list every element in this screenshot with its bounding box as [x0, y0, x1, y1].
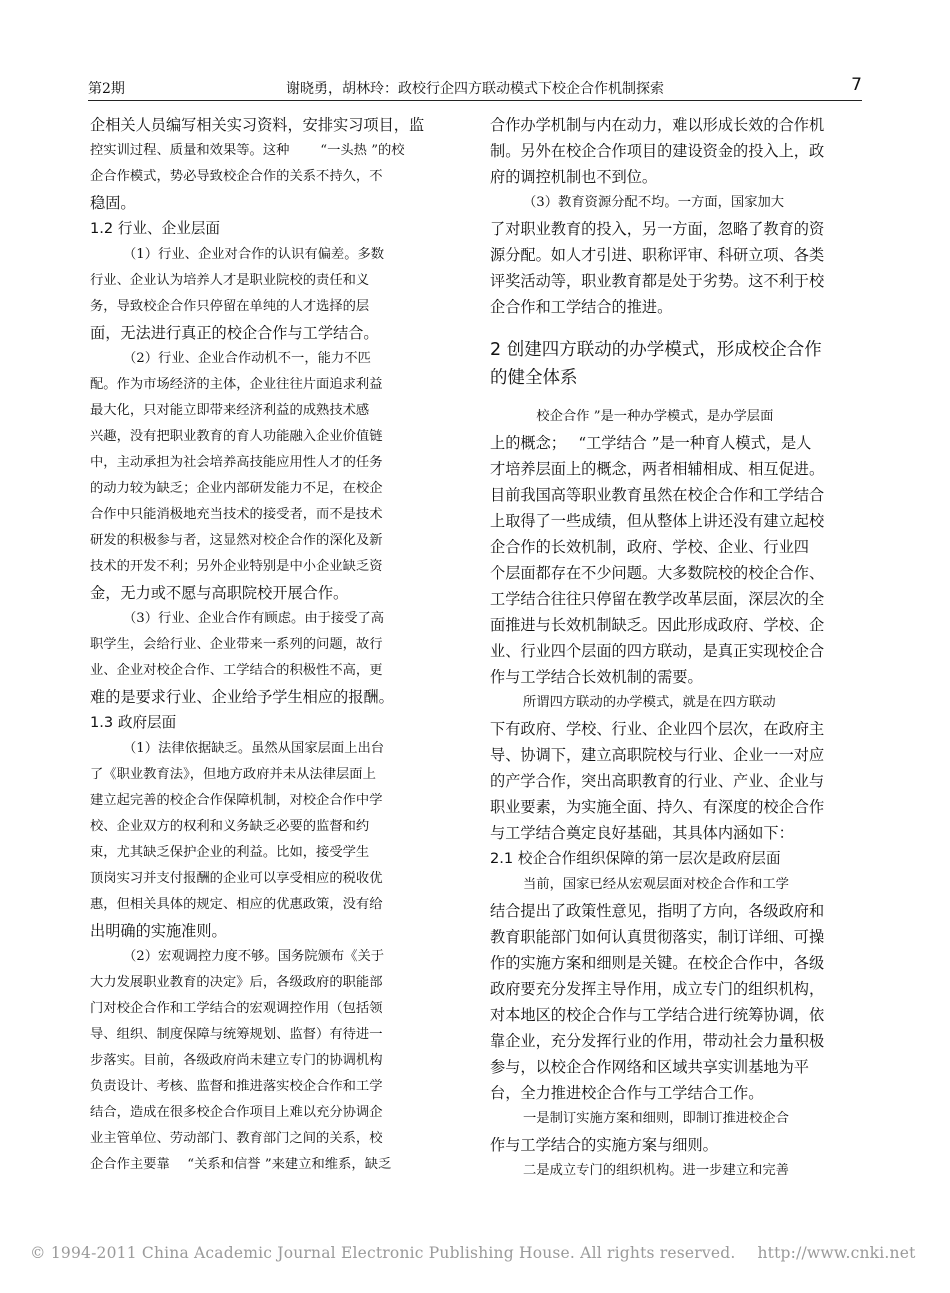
subsection-heading: 2.1 校企合作组织保障的第一层次是政府层面	[490, 850, 781, 867]
text-line: 建立起完善的校企合作保障机制，对校企合作中学	[90, 793, 383, 808]
text-line: 上的概念； “工学结合 ”是一种育人模式，是人	[490, 434, 812, 452]
text-line: 工学结合往往只停留在教学改革层面，深层次的全	[490, 590, 825, 608]
subsection-heading: 1.3 政府层面	[90, 714, 177, 731]
text-line: （1）行业、企业对合作的认识有偏差。多数	[123, 247, 385, 262]
text-line: 务，导致校企合作只停留在单纯的人才选择的层	[90, 299, 370, 314]
text-line: 稳固。	[90, 194, 136, 212]
text-line: 二是成立专门的组织机构。进一步建立和完善	[523, 1163, 789, 1178]
text-line: 校、企业双方的权利和义务缺乏必要的监督和约	[90, 819, 370, 834]
cnki-url: http://www.cnki.net	[757, 1244, 916, 1262]
text-line: 府的调控机制也不到位。	[490, 168, 658, 186]
text-line: （2）宏观调控力度不够。国务院颁布《关于	[123, 949, 385, 964]
text-line: 企相关人员编写相关实习资料，安排实习项目，监	[90, 116, 425, 134]
section-heading-line: 2 创建四方联动的办学模式，形成校企合作	[490, 340, 822, 360]
section-heading-line: 的健全体系	[490, 368, 578, 388]
text-line: 校企合作 ”是一种办学模式，是办学层面	[523, 409, 774, 424]
text-line: 下有政府、学校、行业、企业四个层次，在政府主	[490, 720, 825, 738]
text-line: 作与工学结合长效机制的需要。	[490, 668, 703, 686]
text-line: 合作中只能消极地充当技术的接受者，而不是技术	[90, 507, 383, 522]
text-line: 技术的开发不利；另外企业特别是中小企业缺乏资	[90, 559, 383, 574]
text-line: 企合作的长效机制，政府、学校、企业、行业四	[490, 538, 809, 556]
text-line: 难的是要求行业、企业给予学生相应的报酬。	[90, 688, 394, 706]
right-text-column	[490, 112, 845, 1184]
text-line: 兴趣，没有把职业教育的育人功能融入企业价值链	[90, 429, 383, 444]
text-line: 业、行业四个层面的四方联动，是真正实现校企合	[490, 642, 825, 660]
issue-number: 第2期	[88, 81, 125, 97]
text-line: 惠，但相关具体的规定、相应的优惠政策，没有给	[90, 897, 383, 912]
text-line: 作的实施方案和细则是关键。在校企合作中，各级	[490, 954, 825, 972]
copyright-footer	[30, 1244, 920, 1266]
text-line: 束，尤其缺乏保护企业的利益。比如，接受学生	[90, 845, 370, 860]
text-line: 所谓四方联动的办学模式，就是在四方联动	[523, 695, 776, 710]
text-line: 靠企业，充分发挥行业的作用，带动社会力量积极	[490, 1032, 825, 1050]
text-line: 合作办学机制与内在动力，难以形成长效的合作机	[490, 116, 825, 134]
spacer	[490, 392, 845, 404]
text-line: 上取得了一些成绩，但从整体上讲还没有建立起校	[490, 512, 825, 530]
text-line: 步落实。目前，各级政府尚未建立专门的协调机构	[90, 1053, 383, 1068]
text-line: 结合提出了政策性意见，指明了方向，各级政府和	[490, 902, 825, 920]
text-line: 与工学结合奠定良好基础，其具体内涵如下：	[490, 824, 794, 842]
text-line: 了《职业教育法》，但地方政府并未从法律层面上	[90, 767, 376, 782]
running-title: 谢晓勇，胡林玲：政校行企四方联动模式下校企合作机制探索	[286, 81, 664, 97]
text-line: 业、企业对校企合作、工学结合的积极性不高，更	[90, 663, 383, 678]
text-line: 企合作主要靠 “关系和信誉 ”来建立和维系，缺乏	[90, 1157, 392, 1172]
text-line: 中，主动承担为社会培养高技能应用性人才的任务	[90, 455, 383, 470]
text-line: 结合，造成在很多校企合作项目上难以充分协调企	[90, 1105, 383, 1120]
text-line: 的产学合作，突出高职教育的行业、产业、企业与	[490, 772, 825, 790]
text-line: 作与工学结合的实施方案与细则。	[490, 1136, 718, 1154]
text-line: 参与，以校企合作网络和区域共享实训基地为平	[490, 1058, 809, 1076]
text-line: 一是制订实施方案和细则，即制订推进校企合	[523, 1111, 789, 1126]
text-line: 控实训过程、质量和效果等。这种 “一头热 ”的校	[90, 143, 405, 158]
text-line: 最大化，只对能立即带来经济利益的成熟技术感	[90, 403, 370, 418]
text-line: 负责设计、考核、监督和推进落实校企合作和工学	[90, 1079, 383, 1094]
text-line: 配。作为市场经济的主体，企业往往片面追求利益	[90, 377, 383, 392]
text-line: 职学生，会给行业、企业带来一系列的问题，故行	[90, 637, 383, 652]
text-line: 门对校企合作和工学结合的宏观调控作用（包括领	[90, 1001, 383, 1016]
text-line: 的动力较为缺乏；企业内部研发能力不足，在校企	[90, 481, 383, 496]
text-line: （1）法律依据缺乏。虽然从国家层面上出台	[123, 741, 385, 756]
text-line: 个层面都存在不少问题。大多数院校的校企合作、	[490, 564, 825, 582]
text-line: 评奖活动等，职业教育都是处于劣势。这不利于校	[490, 272, 825, 290]
text-line: 企合作和工学结合的推进。	[490, 298, 673, 316]
text-line: 目前我国高等职业教育虽然在校企合作和工学结合	[490, 486, 825, 504]
text-line: 当前，国家已经从宏观层面对校企合作和工学	[523, 877, 789, 892]
text-line: 面，无法进行真正的校企合作与工学结合。	[90, 324, 379, 342]
page-number: 7	[851, 75, 862, 95]
text-line: （2）行业、企业合作动机不一，能力不匹	[123, 351, 371, 366]
text-line: 研发的积极参与者，这显然对校企合作的深化及新	[90, 533, 383, 548]
text-line: 业主管单位、劳动部门、教育部门之间的关系，校	[90, 1131, 383, 1146]
text-line: 导、组织、制度保障与统筹规划、监督）有待进一	[90, 1027, 383, 1042]
text-line: 政府要充分发挥主导作用，成立专门的组织机构，	[490, 980, 825, 998]
text-line: 导、协调下，建立高职院校与行业、企业一一对应	[490, 746, 825, 764]
copyright-notice: © 1994-2011 China Academic Journal Electronic Publishing House. All rights reserved.	[30, 1244, 736, 1262]
text-line: 职业要素，为实施全面、持久、有深度的校企合作	[490, 798, 825, 816]
text-line: 金，无力或不愿与高职院校开展合作。	[90, 584, 349, 602]
text-line: （3）行业、企业合作有顾虑。由于接受了高	[123, 611, 385, 626]
spacer	[490, 320, 845, 336]
text-line: 制。另外在校企合作项目的建设资金的投入上，政	[490, 142, 825, 160]
running-header	[88, 76, 862, 101]
text-line: 顶岗实习并支付报酬的企业可以享受相应的税收优	[90, 871, 383, 886]
text-line: 企合作模式，势必导致校企合作的关系不持久，不	[90, 169, 383, 184]
text-line: 对本地区的校企合作与工学结合进行统筹协调，依	[490, 1006, 825, 1024]
text-line: 行业、企业认为培养人才是职业院校的责任和义	[90, 273, 370, 288]
subsection-heading: 1.2 行业、企业层面	[90, 220, 221, 237]
text-line: 大力发展职业教育的决定》后，各级政府的职能部	[90, 975, 383, 990]
text-line: 源分配。如人才引进、职称评审、科研立项、各类	[490, 246, 825, 264]
left-text-column	[90, 112, 446, 1178]
text-line: 台，全力推进校企合作与工学结合工作。	[490, 1084, 764, 1102]
text-line: 教育职能部门如何认真贯彻落实，制订详细、可操	[490, 928, 825, 946]
text-line: 才培养层面上的概念，两者相辅相成、相互促进。	[490, 460, 825, 478]
text-line: 了对职业教育的投入，另一方面，忽略了教育的资	[490, 220, 825, 238]
text-line: 出明确的实施准则。	[90, 922, 227, 940]
text-line: 面推进与长效机制缺乏。因此形成政府、学校、企	[490, 616, 825, 634]
text-line: （3）教育资源分配不均。一方面，国家加大	[523, 195, 785, 210]
